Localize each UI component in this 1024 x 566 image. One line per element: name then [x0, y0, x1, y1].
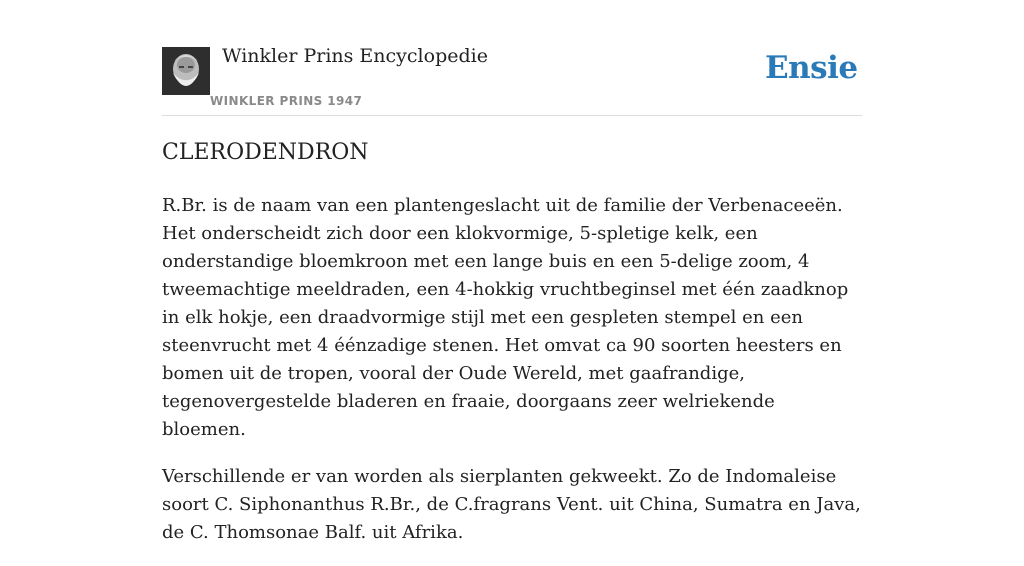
source-subtitle: WINKLER PRINS 1947	[210, 94, 363, 108]
site-title-link[interactable]: Winkler Prins Encyclopedie	[222, 45, 488, 67]
article-body	[162, 192, 862, 566]
ensie-logo[interactable]: Ensie	[765, 50, 858, 86]
portrait-photo-icon	[162, 47, 210, 95]
article-paragraph: Verschillende er van worden als sierplanten gekweekt. Zo de Indomaleise soort C. Siphonanthus R.Br., de C.fragrans Vent. uit China, Sumatra en Java, de C. Thomsonae Balf. uit Afrika.	[162, 466, 861, 543]
article-paragraph: R.Br. is de naam van een plantengeslacht uit de familie der Verbenaceeën. Het onderscheidt zich door een klokvormige, 5-spletige kelk, een onderstandige bloemkroon met een lange buis en een 5-delige zoom, 4 tweemachtige meeldraden, een 4-hokkig vruchtbeginsel met één zaadknop in elk hokje, een draadvormige stijl met een gespleten stempel en een steenvrucht met 4 éénzadige stenen. Het omvat ca 90 soorten heesters en bomen uit de tropen, vooral der Oude Wereld, met gaafrandige, tegenovergestelde bladeren en fraaie, doorgaans zeer welriekende bloemen.	[162, 195, 849, 440]
header-divider	[162, 115, 862, 116]
avatar[interactable]	[162, 47, 210, 95]
article-headword: CLERODENDRON	[162, 140, 369, 165]
